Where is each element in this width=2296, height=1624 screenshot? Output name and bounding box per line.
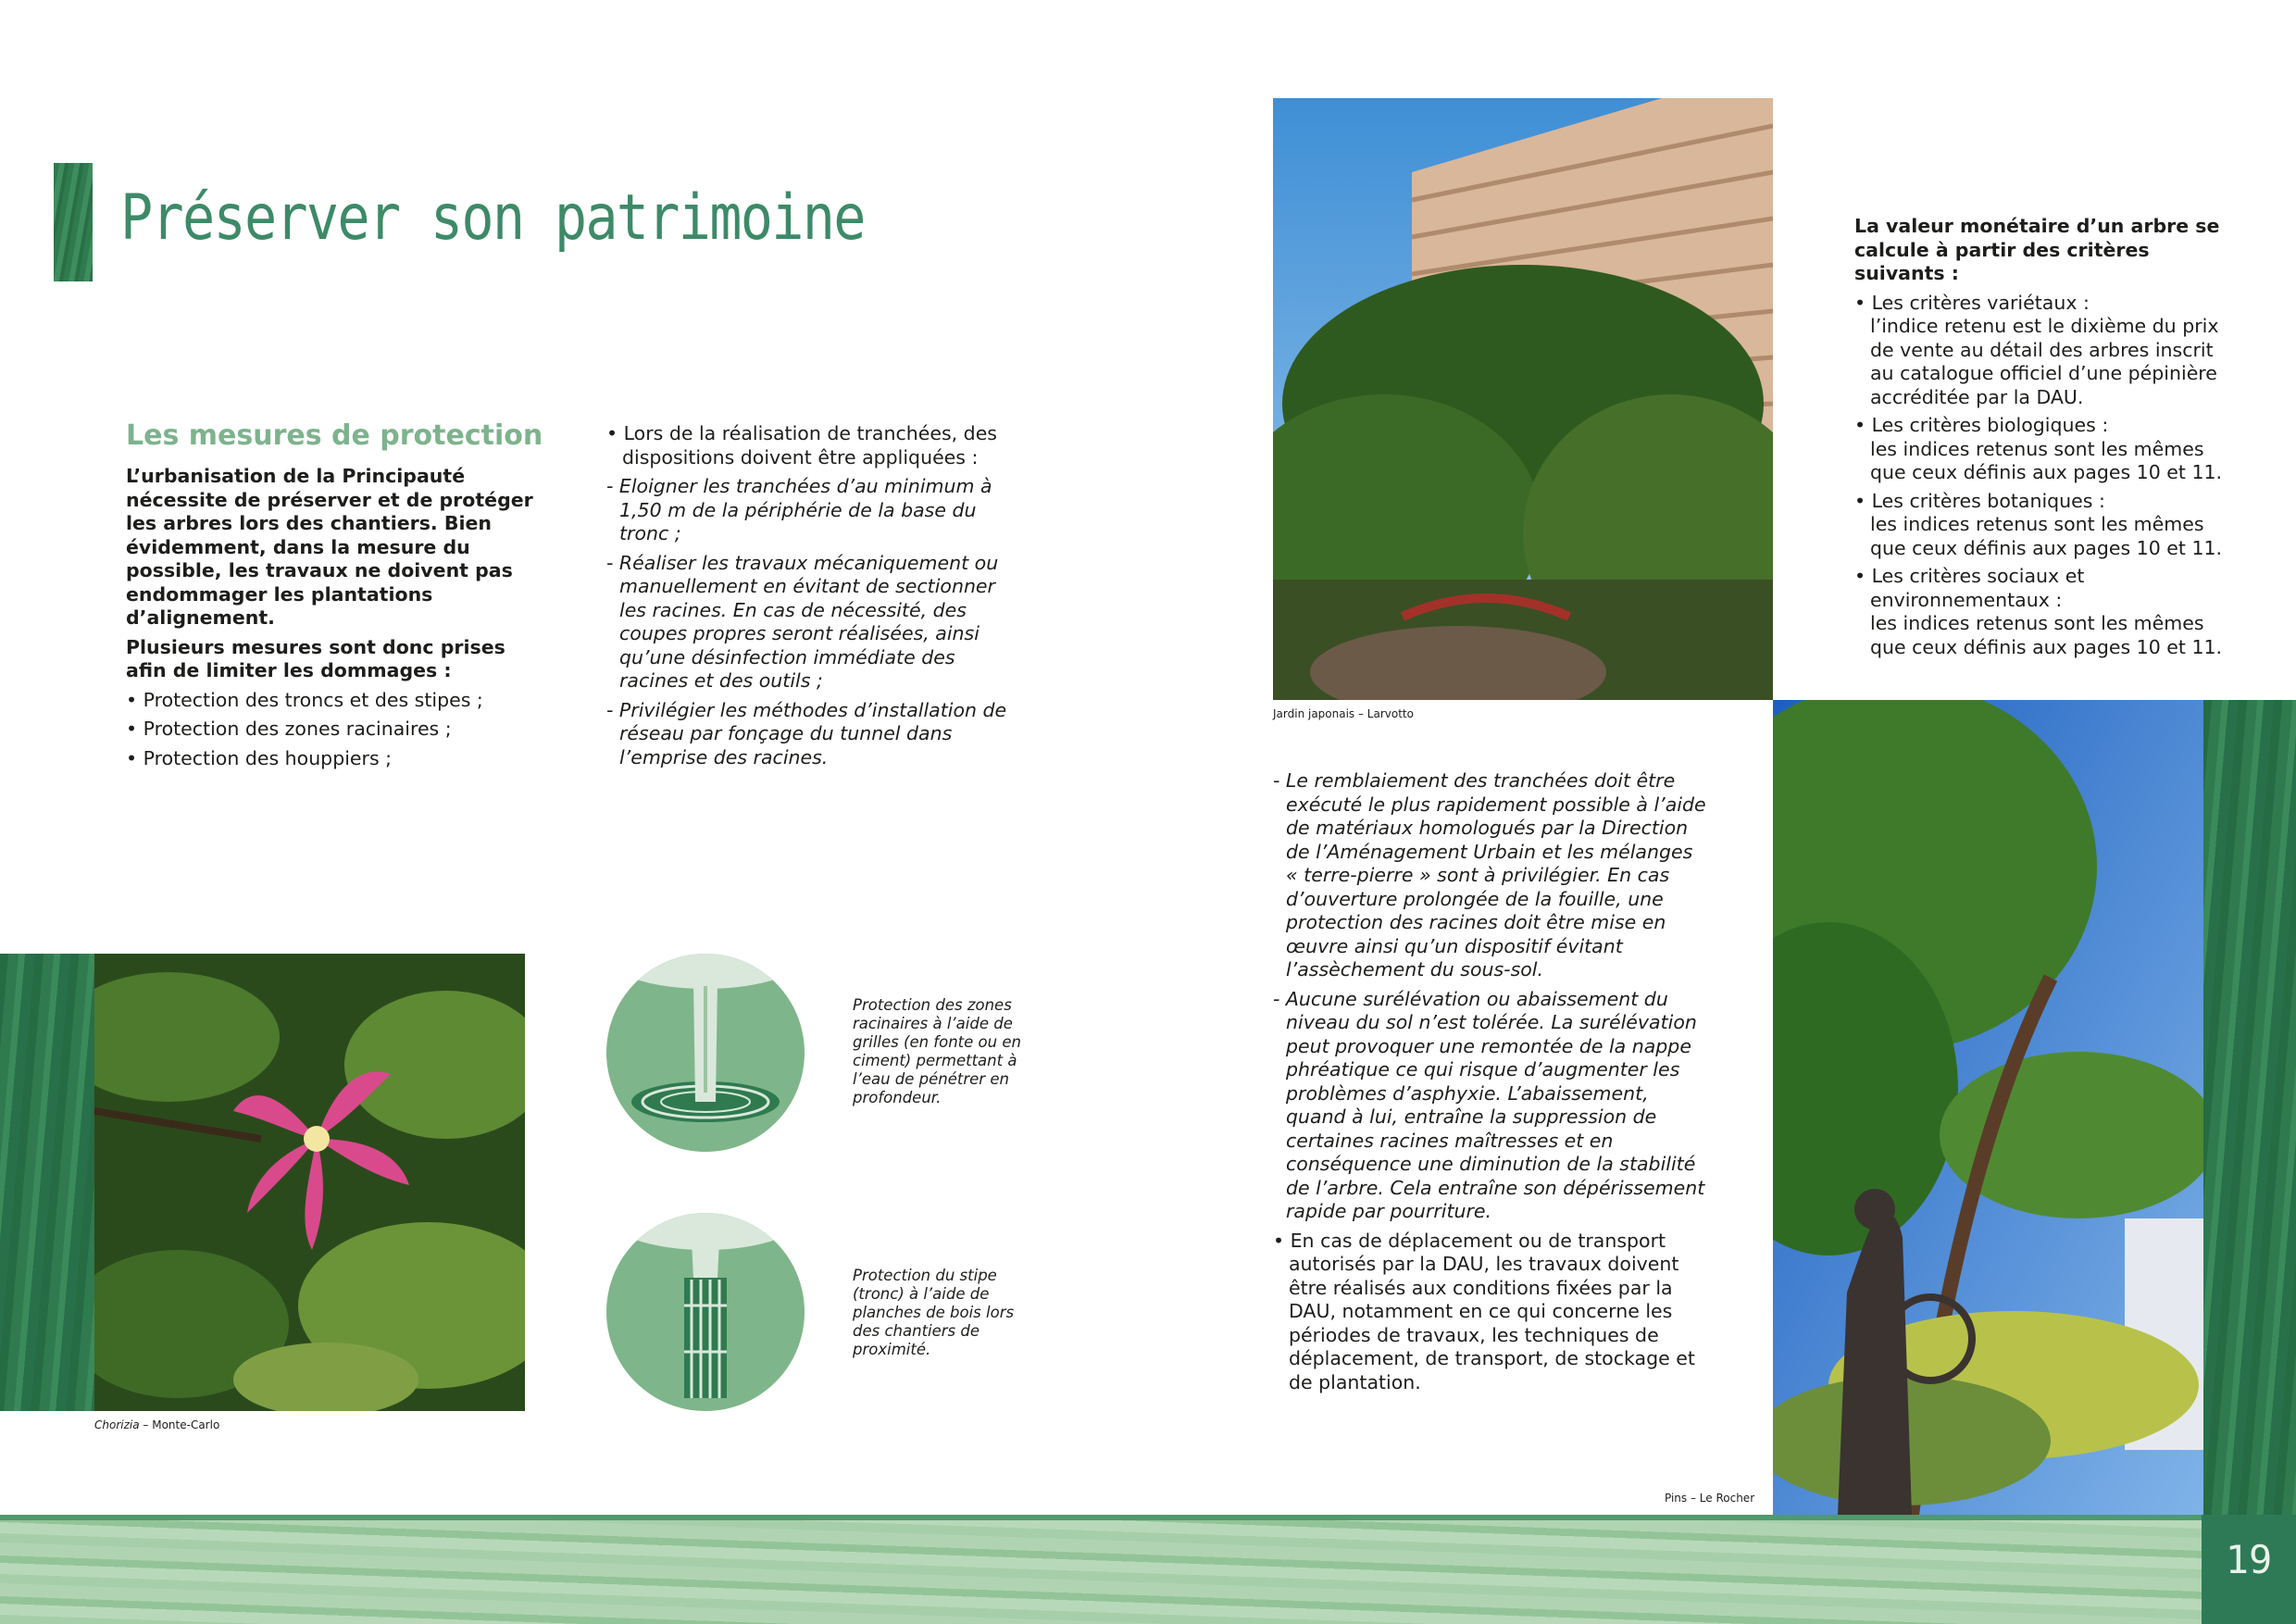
left-column [126, 465, 533, 776]
criterion-label: • Les critères biologiques : [1854, 414, 2109, 436]
photo-caption [94, 1418, 219, 1431]
photo-caption: Jardin japonais – Larvotto [1273, 707, 1414, 720]
trunk-planks-icon [606, 1213, 805, 1411]
intro-paragraph: L’urbanisation de la Principauté nécessite de préserver et de protéger les arbres lors des chantiers. Bien évidemment, dans la mesure du possible, les travaux ne doivent pas endommager les plantations d’alignement. [126, 465, 533, 629]
caption-place: – Monte-Carlo [139, 1418, 220, 1431]
middle-column [606, 422, 1023, 775]
intro-paragraph-2: Plusieurs mesures sont donc prises afin de limiter les dommages : [126, 635, 505, 681]
caption-species: Chorizia [94, 1418, 140, 1431]
criterion [1854, 292, 2225, 410]
criterion-text: l’indice retenu est le dixième du prix de vente au détail des arbres inscrit au catalogue officiel d’une pépinière accréditée par la DAU. [1870, 315, 2219, 408]
illustration-trunk-planks [606, 1213, 805, 1411]
criterion [1854, 414, 2225, 485]
criterion [1854, 565, 2225, 659]
photo-caption: Pins – Le Rocher [1665, 1492, 1755, 1505]
criterion-text: les indices retenus sont les mêmes que ceux définis aux pages 10 et 11. [1870, 612, 2223, 658]
bullet-item: • Protection des troncs et des stipes ; [126, 688, 483, 711]
photo-chorizia [94, 954, 525, 1411]
photo-pins-le-rocher [1773, 700, 2203, 1515]
illustration-caption: Protection du stipe (tronc) à l’aide de planches de bois lors des chantiers de proximité. [853, 1267, 1015, 1358]
bullet-item: • Protection des houppiers ; [126, 746, 393, 769]
page-number: 19 [2225, 1537, 2273, 1582]
criterion-text: les indices retenus sont les mêmes que ceux définis aux pages 10 et 11. [1870, 437, 2223, 483]
criterion-label: • Les critères botaniques : [1854, 489, 2105, 512]
flower-image [94, 954, 525, 1411]
title-wood-marker [54, 163, 93, 281]
wood-texture-strip [0, 954, 94, 1411]
trench-lead: • Lors de la réalisation de tranchées, des dispositions doivent être appliquées : [606, 422, 997, 468]
tree-grate-icon [606, 954, 805, 1152]
backfill-item: - Le remblaiement des tranchées doit être exécuté le plus rapidement possible à l’aide de matériaux homologués par la Direction de l’Aménagement Urbain et les mélanges « terre-pierre » sont à privilégier. En cas d’ouverture prolongée de la fouille, une protection des racines doit être mise en œuvre ainsi qu’un dispositif évitant l’assèchement du sous-sol. [1273, 769, 1706, 981]
criterion [1854, 490, 2225, 561]
bullet-item: • Protection des zones racinaires ; [126, 718, 452, 740]
section-subhead: Les mesures de protection [126, 419, 543, 452]
criteria-heading: La valeur monétaire d’un arbre se calcule à partir des critères suivants : [1854, 215, 2220, 284]
criterion-label: • Les critères sociaux et environnementaux : [1854, 565, 2085, 611]
illustration-root-grid [606, 954, 805, 1152]
level-item: - Aucune surélévation ou abaissement du niveau du sol n’est tolérée. La surélévation peut provoquer une remontée de la nappe phréatique ce qui risque d’augmenter les problèmes d’asphyxie. L’abaissement, quand à lui, entraîne la suppression de certaines racines maîtresses et en conséquence une diminution de la stabilité de l’arbre. Cela entraîne son dépérissement rapide par pourriture. [1273, 987, 1705, 1222]
wood-texture-strip [2203, 700, 2296, 1515]
page-title: Préserver son patrimoine [120, 181, 865, 255]
criterion-text: les indices retenus sont les mêmes que ceux définis aux pages 10 et 11. [1870, 513, 2223, 559]
trench-item: - Eloigner les tranchées d’au minimum à 1,50 m de la périphérie de la base du tronc ; [606, 475, 992, 544]
building-garden-image [1273, 98, 1773, 700]
right-column [1854, 215, 2225, 664]
lower-middle-column [1273, 769, 1708, 1400]
footer-wood-band [0, 1515, 2296, 1624]
trench-item: - Réaliser les travaux mécaniquement ou manuellement en évitant de sectionner les racines. En cas de nécessité, des coupes propres seront réalisées, ainsi qu’une désinfection immédiate des racines et des outils ; [606, 551, 999, 692]
criterion-label: • Les critères variétaux : [1854, 291, 2090, 314]
transport-bullet: • En cas de déplacement ou de transport autorisés par la DAU, les travaux doivent être réalisés aux conditions fixées par la DAU, notamment en ce qui concerne les périodes de travaux, les techniques de déplacement, de transport, de stockage et de plantation. [1273, 1229, 1695, 1393]
photo-jardin-japonais [1273, 98, 1773, 700]
illustration-caption: Protection des zones racinaires à l’aide de grilles (en fonte ou en ciment) permettant à l’eau de pénétrer en profondeur. [853, 996, 1021, 1106]
pines-statue-image [1773, 700, 2203, 1515]
trench-item: - Privilégier les méthodes d’installation de réseau par fonçage du tunnel dans l’emprise des racines. [606, 698, 1007, 768]
